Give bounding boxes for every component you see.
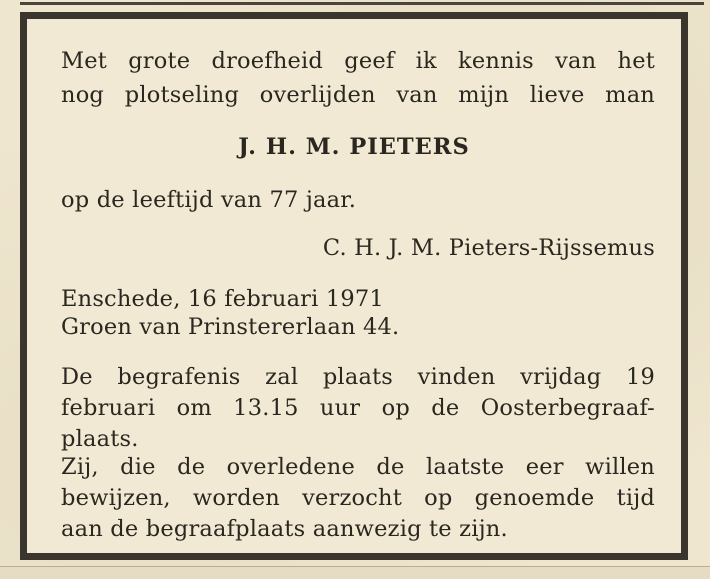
opening-line-1: Met grote droefheid geef ik kennis van het <box>61 48 655 74</box>
age-line: op de leeftijd van 77 jaar. <box>61 187 357 213</box>
bottom-edge <box>0 566 710 579</box>
funeral-line-1: De begrafenis zal plaats vinden vrijdag 19 <box>61 364 655 390</box>
tribute-line-2: bewijzen, worden verzocht op genoemde tijd <box>61 485 655 511</box>
place-date: Enschede, 16 februari 1971 <box>61 286 384 312</box>
top-rule <box>20 2 704 5</box>
funeral-line-2: februari om 13.15 uur op de Oosterbegraaf- <box>61 395 655 421</box>
address: Groen van Prinstererlaan 44. <box>61 314 400 340</box>
opening-line-2: nog plotseling overlijden van mijn lieve man <box>61 82 655 108</box>
signatory: C. H. J. M. Pieters-Rijssemus <box>322 235 655 261</box>
tribute-line-3: aan de begraafplaats aanwezig te zijn. <box>61 516 508 542</box>
deceased-name: J. H. M. PIETERS <box>238 134 470 160</box>
tribute-line-1: Zij, die de overledene de laatste eer willen <box>61 454 655 480</box>
funeral-line-3: plaats. <box>61 426 139 452</box>
obituary-frame <box>20 12 688 560</box>
